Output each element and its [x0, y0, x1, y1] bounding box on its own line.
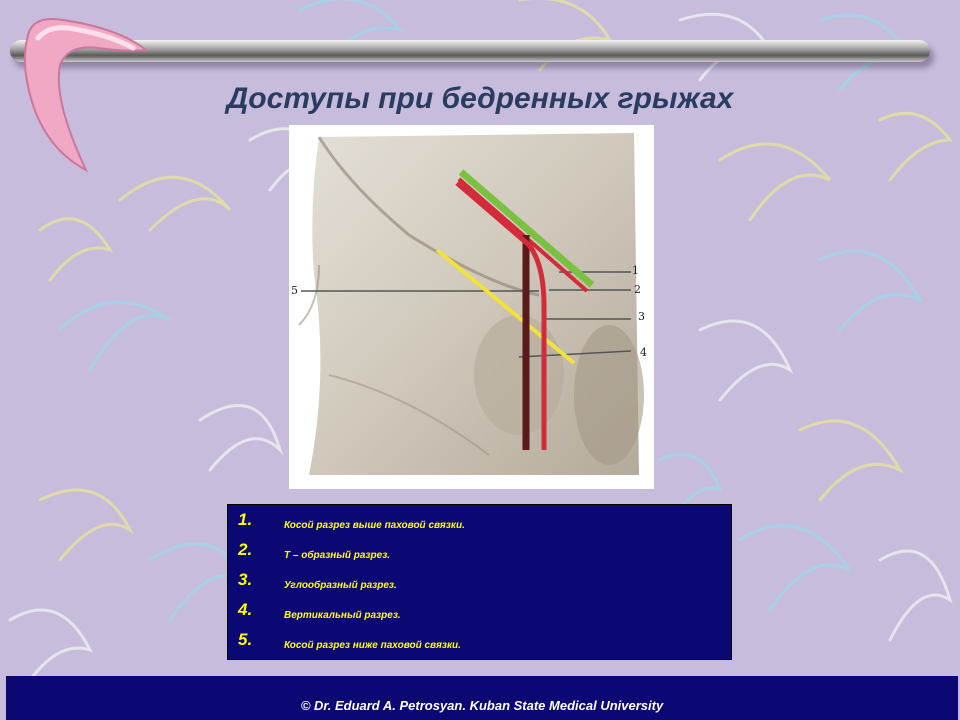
legend-item — [228, 537, 731, 567]
legend-number: 2. — [238, 540, 253, 559]
figure-label-4: 4 — [640, 346, 647, 359]
page-title: Доступы при бедренных грыжах — [226, 82, 734, 115]
legend-text: Т – образный разрез. — [284, 550, 391, 561]
legend-text: Косой разрез выше паховой связки. — [284, 520, 465, 531]
legend-number: 4. — [238, 600, 253, 619]
legend-text: Косой разрез ниже паховой связки. — [284, 640, 461, 651]
legend-number: 1. — [238, 510, 253, 529]
legend-number: 5. — [238, 630, 253, 649]
legend-item — [228, 567, 731, 597]
figure-label-3: 3 — [638, 310, 645, 323]
anatomy-figure — [289, 125, 654, 489]
legend-panel — [227, 504, 732, 660]
legend-item — [228, 627, 731, 657]
legend-number: 3. — [238, 570, 253, 589]
figure-label-1: 1 — [632, 264, 639, 277]
legend-text: Углообразный разрез. — [284, 580, 397, 591]
anatomy-illustration — [289, 125, 654, 489]
legend-item — [228, 507, 731, 537]
figure-label-2: 2 — [634, 283, 641, 296]
footer-bar — [6, 676, 958, 720]
figure-label-5: 5 — [291, 284, 298, 297]
legend-text: Вертикальный разрез. — [284, 610, 401, 621]
copyright-text: © Dr. Eduard A. Petrosyan. Kuban State Medical University — [300, 698, 664, 713]
legend-item — [228, 597, 731, 627]
